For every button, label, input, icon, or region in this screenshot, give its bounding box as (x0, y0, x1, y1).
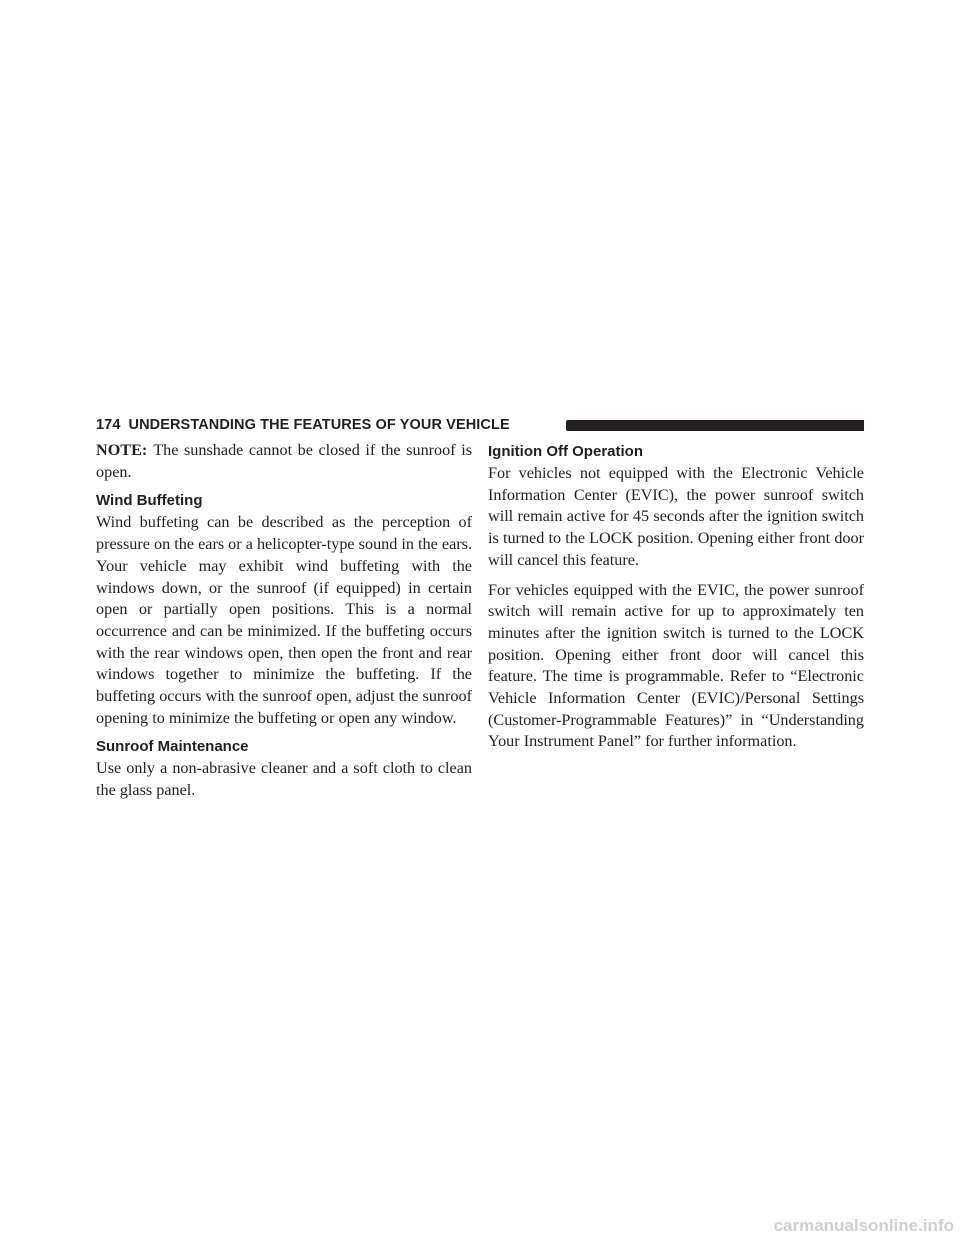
sunroof-maintenance-paragraph: Use only a non-abrasive cleaner and a soft cloth to clean the glass panel. (96, 759, 472, 800)
wind-buffeting-paragraph: Wind buffeting can be described as the perception of pressure on the ears or a helicopter-type sound in the ears. Your vehicle may exhibit wind buffeting with the windows down, or the sunroof (if equipped) in certain open or partially open positions. This is a normal occurrence and can be minimized. If the buffeting occurs with the rear windows open, then open the front and rear windows together to minimize the buffeting. If the buffeting occurs with the sunroof open, adjust the sunroof opening to minimize the buffeting or open any window. (96, 513, 472, 727)
right-column (488, 440, 864, 761)
left-column (96, 440, 472, 810)
ignition-off-paragraph-2: For vehicles equipped with the EVIC, the power sunroof switch will remain active for up to approximately ten minutes after the ignition switch is turned to the LOCK position. Opening either front door will cancel this feature. The time is programmable. Refer to “Electronic Vehicle Information Center (EVIC)/Personal Settings (Customer-Programmable Features)” in “Understanding Your Instrument Panel” for further information. (488, 580, 864, 751)
note-text: The sunshade cannot be closed if the sunroof is open. (96, 441, 472, 481)
watermark-logo: carmanualsonline.info (773, 1216, 954, 1235)
note-label: NOTE: (96, 441, 148, 459)
header-bar (566, 420, 864, 431)
ignition-off-paragraph-1: For vehicles not equipped with the Electronic Vehicle Information Center (EVIC), the power sunroof switch will remain active for 45 seconds after the ignition switch is turned to the LOCK position. Opening either front door will cancel this feature. (488, 464, 864, 569)
header-text (96, 417, 510, 433)
ignition-off-heading: Ignition Off Operation (488, 443, 643, 460)
wind-buffeting-heading: Wind Buffeting (96, 492, 203, 510)
sunroof-maintenance-heading: Sunroof Maintenance (96, 738, 249, 756)
page-number: 174 (96, 417, 121, 433)
page-header (96, 416, 864, 438)
header-title: UNDERSTANDING THE FEATURES OF YOUR VEHICLE (128, 417, 510, 433)
note-paragraph (96, 440, 472, 483)
